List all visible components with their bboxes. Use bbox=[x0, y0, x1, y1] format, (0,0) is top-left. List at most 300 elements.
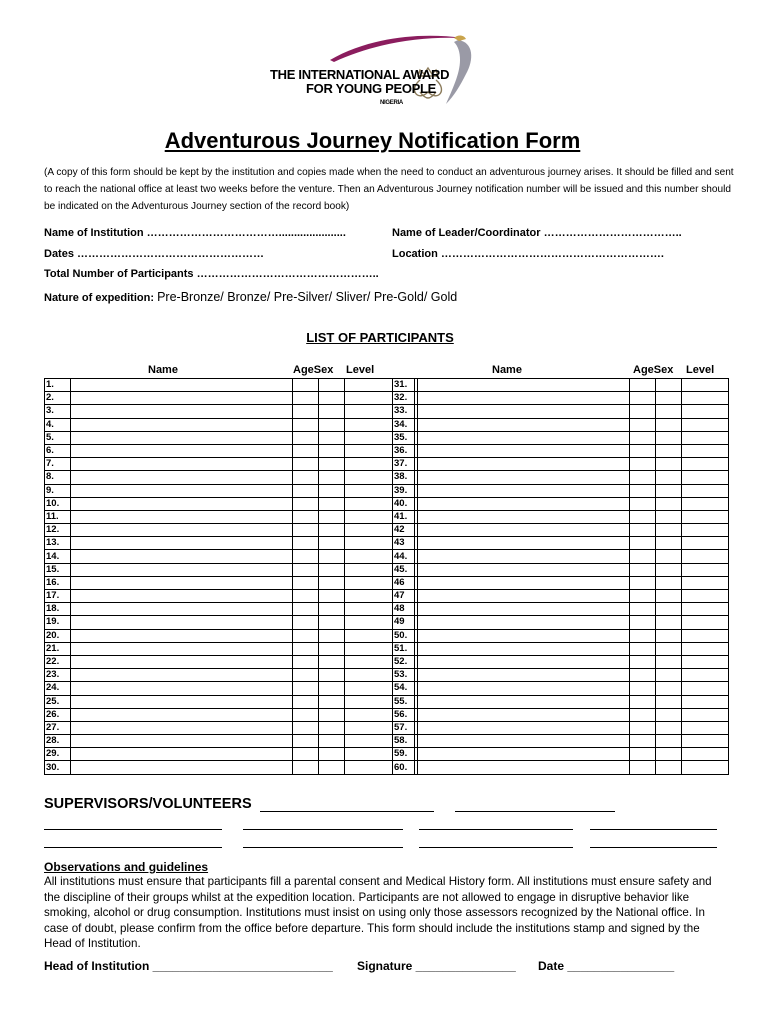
participant-level-cell[interactable] bbox=[682, 379, 729, 392]
participant-row bbox=[393, 484, 729, 497]
participant-age-cell[interactable] bbox=[630, 603, 656, 616]
row-number: 21. bbox=[45, 642, 71, 655]
participant-name-cell[interactable] bbox=[71, 761, 293, 774]
award-logo bbox=[268, 30, 478, 110]
logo-text-line1: THE INTERNATIONAL AWARD bbox=[270, 67, 450, 82]
participant-age-cell[interactable] bbox=[630, 537, 656, 550]
participant-level-cell[interactable] bbox=[682, 748, 729, 761]
participant-sex-cell[interactable] bbox=[656, 616, 682, 629]
participant-sex-cell[interactable] bbox=[319, 563, 345, 576]
participant-sex-cell[interactable] bbox=[319, 669, 345, 682]
row-number: 40. bbox=[393, 497, 415, 510]
participant-level-cell[interactable] bbox=[682, 431, 729, 444]
swoosh-shape bbox=[330, 36, 463, 62]
participant-name-cell[interactable] bbox=[415, 669, 630, 682]
participant-name-cell[interactable] bbox=[71, 616, 293, 629]
row-number: 51. bbox=[393, 642, 415, 655]
participant-level-cell[interactable] bbox=[682, 458, 729, 471]
participant-row bbox=[45, 642, 418, 655]
participant-age-cell[interactable] bbox=[630, 669, 656, 682]
participant-level-cell[interactable] bbox=[682, 484, 729, 497]
participant-age-cell[interactable] bbox=[293, 761, 319, 774]
participant-name-cell[interactable] bbox=[415, 444, 630, 457]
participant-sex-cell[interactable] bbox=[319, 484, 345, 497]
participant-age-cell[interactable] bbox=[293, 721, 319, 734]
participant-age-cell[interactable] bbox=[630, 458, 656, 471]
supervisor-line[interactable] bbox=[419, 829, 573, 830]
nature-label: Nature of expedition: bbox=[44, 292, 155, 304]
participant-sex-cell[interactable] bbox=[319, 682, 345, 695]
participant-age-cell[interactable] bbox=[293, 616, 319, 629]
participant-level-cell[interactable] bbox=[682, 695, 729, 708]
row-number: 55. bbox=[393, 695, 415, 708]
participant-sex-cell[interactable] bbox=[319, 735, 345, 748]
participant-name-cell[interactable] bbox=[415, 484, 630, 497]
participant-age-cell[interactable] bbox=[293, 524, 319, 537]
participant-row bbox=[393, 563, 729, 576]
participant-name-cell[interactable] bbox=[71, 458, 293, 471]
participant-sex-cell[interactable] bbox=[319, 497, 345, 510]
participant-level-cell[interactable] bbox=[682, 471, 729, 484]
participant-name-cell[interactable] bbox=[71, 735, 293, 748]
participant-level-cell[interactable] bbox=[682, 418, 729, 431]
row-number: 27. bbox=[45, 721, 71, 734]
row-number: 10. bbox=[45, 497, 71, 510]
participant-age-cell[interactable] bbox=[630, 629, 656, 642]
row-number: 54. bbox=[393, 682, 415, 695]
row-number: 36. bbox=[393, 444, 415, 457]
participant-row bbox=[45, 590, 418, 603]
participant-name-cell[interactable] bbox=[415, 392, 630, 405]
supervisor-line[interactable] bbox=[590, 847, 717, 848]
participant-name-cell[interactable] bbox=[71, 721, 293, 734]
participant-age-cell[interactable] bbox=[630, 695, 656, 708]
participant-age-cell[interactable] bbox=[630, 761, 656, 774]
participant-name-cell[interactable] bbox=[415, 524, 630, 537]
participant-sex-cell[interactable] bbox=[319, 616, 345, 629]
participant-age-cell[interactable] bbox=[293, 550, 319, 563]
participant-name-cell[interactable] bbox=[71, 682, 293, 695]
participant-name-cell[interactable] bbox=[415, 629, 630, 642]
participant-row bbox=[45, 721, 418, 734]
participant-age-cell[interactable] bbox=[630, 708, 656, 721]
participant-name-cell[interactable] bbox=[71, 484, 293, 497]
participant-level-cell[interactable] bbox=[682, 510, 729, 523]
participant-age-cell[interactable] bbox=[630, 748, 656, 761]
leader-field[interactable]: Name of Leader/Coordinator ……………………………….. bbox=[392, 227, 682, 239]
participant-sex-cell[interactable] bbox=[319, 524, 345, 537]
row-number: 7. bbox=[45, 458, 71, 471]
participant-sex-cell[interactable] bbox=[656, 655, 682, 668]
participant-age-cell[interactable] bbox=[630, 392, 656, 405]
participant-sex-cell[interactable] bbox=[656, 471, 682, 484]
participant-sex-cell[interactable] bbox=[656, 576, 682, 589]
row-number: 6. bbox=[45, 444, 71, 457]
left-name-header: Name bbox=[148, 364, 178, 376]
participant-sex-cell[interactable] bbox=[319, 655, 345, 668]
participant-sex-cell[interactable] bbox=[656, 431, 682, 444]
supervisor-line[interactable] bbox=[243, 829, 403, 830]
participant-sex-cell[interactable] bbox=[319, 444, 345, 457]
participant-age-cell[interactable] bbox=[630, 576, 656, 589]
participant-name-cell[interactable] bbox=[71, 537, 293, 550]
participant-sex-cell[interactable] bbox=[656, 603, 682, 616]
participant-name-cell[interactable] bbox=[71, 510, 293, 523]
participant-age-cell[interactable] bbox=[293, 510, 319, 523]
nature-of-expedition-row bbox=[44, 290, 457, 304]
participant-level-cell[interactable] bbox=[682, 669, 729, 682]
participant-row bbox=[45, 444, 418, 457]
participant-row bbox=[45, 748, 418, 761]
row-number: 16. bbox=[45, 576, 71, 589]
participant-age-cell[interactable] bbox=[293, 405, 319, 418]
participant-name-cell[interactable] bbox=[71, 603, 293, 616]
participant-level-cell[interactable] bbox=[682, 655, 729, 668]
participant-age-cell[interactable] bbox=[630, 524, 656, 537]
participant-name-cell[interactable] bbox=[71, 392, 293, 405]
location-field[interactable]: Location ……………………………………………………. bbox=[392, 248, 664, 260]
supervisor-line[interactable] bbox=[44, 847, 222, 848]
participant-age-cell[interactable] bbox=[630, 405, 656, 418]
participant-row bbox=[393, 537, 729, 550]
participant-name-cell[interactable] bbox=[71, 524, 293, 537]
participant-level-cell[interactable] bbox=[682, 550, 729, 563]
participant-row bbox=[45, 379, 418, 392]
participant-age-cell[interactable] bbox=[293, 695, 319, 708]
participant-level-cell[interactable] bbox=[682, 761, 729, 774]
participant-sex-cell[interactable] bbox=[319, 721, 345, 734]
participant-age-cell[interactable] bbox=[293, 748, 319, 761]
participant-age-cell[interactable] bbox=[293, 735, 319, 748]
participant-name-cell[interactable] bbox=[415, 655, 630, 668]
participant-name-cell[interactable] bbox=[71, 629, 293, 642]
participant-name-cell[interactable] bbox=[71, 669, 293, 682]
participant-sex-cell[interactable] bbox=[656, 392, 682, 405]
participant-sex-cell[interactable] bbox=[319, 748, 345, 761]
participant-sex-cell[interactable] bbox=[319, 510, 345, 523]
participant-sex-cell[interactable] bbox=[319, 550, 345, 563]
participant-level-cell[interactable] bbox=[682, 721, 729, 734]
participant-level-cell[interactable] bbox=[682, 603, 729, 616]
participant-name-cell[interactable] bbox=[415, 576, 630, 589]
participant-row bbox=[393, 497, 729, 510]
supervisor-line[interactable] bbox=[260, 811, 434, 812]
participant-age-cell[interactable] bbox=[293, 379, 319, 392]
row-number: 44. bbox=[393, 550, 415, 563]
participant-age-cell[interactable] bbox=[293, 471, 319, 484]
participant-name-cell[interactable] bbox=[415, 616, 630, 629]
intro-text: (A copy of this form should be kept by the institution and copies made when the need to conduct an adventurous journey arises. It should be filled and sent to reach the national office at least two weeks before the venture. Then an Adventurous Journey notification number will be issued and this number should be indicated on the Adventurous Journey section of the record book) bbox=[44, 167, 734, 212]
participant-row bbox=[45, 603, 418, 616]
participant-age-cell[interactable] bbox=[630, 510, 656, 523]
participant-sex-cell[interactable] bbox=[656, 379, 682, 392]
total-participants-field[interactable]: Total Number of Participants ………………………………………….. bbox=[44, 268, 379, 280]
row-number: 5. bbox=[45, 431, 71, 444]
row-number: 1. bbox=[45, 379, 71, 392]
participant-age-cell[interactable] bbox=[293, 708, 319, 721]
participant-sex-cell[interactable] bbox=[319, 629, 345, 642]
participant-age-cell[interactable] bbox=[293, 418, 319, 431]
participant-sex-cell[interactable] bbox=[319, 431, 345, 444]
participant-name-cell[interactable] bbox=[71, 471, 293, 484]
participant-name-cell[interactable] bbox=[415, 418, 630, 431]
participant-age-cell[interactable] bbox=[630, 444, 656, 457]
participant-age-cell[interactable] bbox=[630, 616, 656, 629]
participant-age-cell[interactable] bbox=[293, 431, 319, 444]
participant-row bbox=[393, 550, 729, 563]
participant-age-cell[interactable] bbox=[293, 497, 319, 510]
participant-age-cell[interactable] bbox=[630, 721, 656, 734]
participant-sex-cell[interactable] bbox=[319, 405, 345, 418]
participant-name-cell[interactable] bbox=[71, 444, 293, 457]
row-number: 30. bbox=[45, 761, 71, 774]
head-of-institution-field[interactable]: Head of Institution ___________________________ bbox=[44, 959, 333, 973]
participant-sex-cell[interactable] bbox=[319, 537, 345, 550]
row-number: 33. bbox=[393, 405, 415, 418]
participant-sex-cell[interactable] bbox=[319, 603, 345, 616]
row-number: 14. bbox=[45, 550, 71, 563]
participant-level-cell[interactable] bbox=[682, 642, 729, 655]
participant-sex-cell[interactable] bbox=[656, 708, 682, 721]
participant-age-cell[interactable] bbox=[293, 642, 319, 655]
participant-sex-cell[interactable] bbox=[656, 721, 682, 734]
participant-age-cell[interactable] bbox=[630, 431, 656, 444]
row-number: 9. bbox=[45, 484, 71, 497]
date-field[interactable]: Date ________________ bbox=[538, 959, 675, 973]
participant-sex-cell[interactable] bbox=[656, 510, 682, 523]
participant-age-cell[interactable] bbox=[293, 655, 319, 668]
participant-sex-cell[interactable] bbox=[656, 735, 682, 748]
participant-age-cell[interactable] bbox=[630, 471, 656, 484]
participant-name-cell[interactable] bbox=[415, 590, 630, 603]
participant-level-cell[interactable] bbox=[682, 735, 729, 748]
supervisor-line[interactable] bbox=[44, 829, 222, 830]
participant-name-cell[interactable] bbox=[71, 590, 293, 603]
participant-name-cell[interactable] bbox=[71, 379, 293, 392]
participant-level-cell[interactable] bbox=[682, 392, 729, 405]
participant-level-cell[interactable] bbox=[682, 524, 729, 537]
participant-name-cell[interactable] bbox=[415, 563, 630, 576]
row-number: 28. bbox=[45, 735, 71, 748]
participant-name-cell[interactable] bbox=[415, 379, 630, 392]
row-number: 49 bbox=[393, 616, 415, 629]
participant-name-cell[interactable] bbox=[415, 735, 630, 748]
participant-name-cell[interactable] bbox=[415, 471, 630, 484]
participant-name-cell[interactable] bbox=[415, 708, 630, 721]
participant-row bbox=[45, 497, 418, 510]
participant-sex-cell[interactable] bbox=[656, 405, 682, 418]
participant-age-cell[interactable] bbox=[293, 484, 319, 497]
participant-age-cell[interactable] bbox=[630, 563, 656, 576]
participant-row bbox=[393, 458, 729, 471]
participant-name-cell[interactable] bbox=[415, 458, 630, 471]
institution-field[interactable]: Name of Institution ………………………………...................... bbox=[44, 227, 346, 239]
participant-name-cell[interactable] bbox=[71, 550, 293, 563]
participant-age-cell[interactable] bbox=[630, 484, 656, 497]
participant-age-cell[interactable] bbox=[293, 590, 319, 603]
participant-name-cell[interactable] bbox=[71, 655, 293, 668]
participant-name-cell[interactable] bbox=[415, 550, 630, 563]
participant-row bbox=[393, 682, 729, 695]
participant-row bbox=[393, 708, 729, 721]
participant-age-cell[interactable] bbox=[630, 655, 656, 668]
participant-name-cell[interactable] bbox=[415, 748, 630, 761]
participant-sex-cell[interactable] bbox=[656, 537, 682, 550]
participant-sex-cell[interactable] bbox=[319, 471, 345, 484]
participant-name-cell[interactable] bbox=[71, 563, 293, 576]
participant-sex-cell[interactable] bbox=[656, 748, 682, 761]
participant-row bbox=[393, 510, 729, 523]
participant-name-cell[interactable] bbox=[71, 431, 293, 444]
participant-sex-cell[interactable] bbox=[656, 497, 682, 510]
participant-name-cell[interactable] bbox=[415, 497, 630, 510]
participant-name-cell[interactable] bbox=[415, 431, 630, 444]
logo-text-line3: NIGERIA bbox=[380, 100, 403, 106]
participant-row bbox=[45, 576, 418, 589]
participant-name-cell[interactable] bbox=[71, 405, 293, 418]
participant-level-cell[interactable] bbox=[682, 576, 729, 589]
participant-row bbox=[45, 629, 418, 642]
participant-level-cell[interactable] bbox=[682, 629, 729, 642]
participant-age-cell[interactable] bbox=[293, 444, 319, 457]
participant-row bbox=[393, 405, 729, 418]
participant-name-cell[interactable] bbox=[415, 642, 630, 655]
supervisor-line[interactable] bbox=[419, 847, 573, 848]
participant-level-cell[interactable] bbox=[682, 405, 729, 418]
row-number: 35. bbox=[393, 431, 415, 444]
row-number: 45. bbox=[393, 563, 415, 576]
participant-row bbox=[393, 444, 729, 457]
form-title: Adventurous Journey Notification Form bbox=[164, 128, 581, 153]
participant-sex-cell[interactable] bbox=[319, 379, 345, 392]
participant-row bbox=[45, 431, 418, 444]
participant-age-cell[interactable] bbox=[630, 642, 656, 655]
participant-name-cell[interactable] bbox=[71, 748, 293, 761]
participant-sex-cell[interactable] bbox=[656, 418, 682, 431]
participant-row bbox=[393, 748, 729, 761]
supervisor-line[interactable] bbox=[455, 811, 615, 812]
participant-name-cell[interactable] bbox=[415, 682, 630, 695]
participant-name-cell[interactable] bbox=[415, 721, 630, 734]
participant-sex-cell[interactable] bbox=[656, 590, 682, 603]
participant-sex-cell[interactable] bbox=[319, 761, 345, 774]
row-number: 43 bbox=[393, 537, 415, 550]
participant-sex-cell[interactable] bbox=[319, 418, 345, 431]
participant-age-cell[interactable] bbox=[293, 537, 319, 550]
participant-name-cell[interactable] bbox=[71, 642, 293, 655]
participant-row bbox=[393, 590, 729, 603]
participant-level-cell[interactable] bbox=[682, 682, 729, 695]
participant-name-cell[interactable] bbox=[71, 418, 293, 431]
participant-age-cell[interactable] bbox=[293, 392, 319, 405]
signature-field[interactable]: Signature _______________ bbox=[357, 959, 516, 973]
participant-name-cell[interactable] bbox=[415, 695, 630, 708]
participant-row bbox=[393, 761, 729, 774]
participant-row bbox=[45, 537, 418, 550]
participant-row bbox=[393, 735, 729, 748]
participant-sex-cell[interactable] bbox=[656, 550, 682, 563]
participant-name-cell[interactable] bbox=[71, 497, 293, 510]
dates-field[interactable]: Dates …………………………………………… bbox=[44, 248, 265, 260]
participant-sex-cell[interactable] bbox=[656, 524, 682, 537]
participant-sex-cell[interactable] bbox=[656, 642, 682, 655]
row-number: 47 bbox=[393, 590, 415, 603]
participant-sex-cell[interactable] bbox=[319, 695, 345, 708]
participant-sex-cell[interactable] bbox=[319, 590, 345, 603]
participant-name-cell[interactable] bbox=[415, 603, 630, 616]
beak-shape bbox=[454, 35, 466, 41]
participant-name-cell[interactable] bbox=[415, 761, 630, 774]
participant-age-cell[interactable] bbox=[630, 418, 656, 431]
row-number: 34. bbox=[393, 418, 415, 431]
participant-name-cell[interactable] bbox=[71, 708, 293, 721]
participant-sex-cell[interactable] bbox=[656, 458, 682, 471]
participant-level-cell[interactable] bbox=[682, 616, 729, 629]
participant-age-cell[interactable] bbox=[293, 629, 319, 642]
participant-sex-cell[interactable] bbox=[656, 563, 682, 576]
participant-level-cell[interactable] bbox=[682, 444, 729, 457]
participant-sex-cell[interactable] bbox=[656, 761, 682, 774]
participant-age-cell[interactable] bbox=[630, 590, 656, 603]
participant-row bbox=[393, 524, 729, 537]
participant-age-cell[interactable] bbox=[293, 603, 319, 616]
participant-sex-cell[interactable] bbox=[656, 629, 682, 642]
participant-row bbox=[393, 392, 729, 405]
participant-sex-cell[interactable] bbox=[319, 458, 345, 471]
row-number: 3. bbox=[45, 405, 71, 418]
participant-age-cell[interactable] bbox=[630, 550, 656, 563]
participant-sex-cell[interactable] bbox=[656, 695, 682, 708]
participant-sex-cell[interactable] bbox=[656, 669, 682, 682]
list-title: LIST OF PARTICIPANTS bbox=[306, 330, 454, 345]
participant-age-cell[interactable] bbox=[293, 669, 319, 682]
participant-age-cell[interactable] bbox=[293, 682, 319, 695]
participant-age-cell[interactable] bbox=[630, 682, 656, 695]
participant-level-cell[interactable] bbox=[682, 497, 729, 510]
participant-sex-cell[interactable] bbox=[319, 576, 345, 589]
participant-sex-cell[interactable] bbox=[656, 484, 682, 497]
participant-name-cell[interactable] bbox=[71, 695, 293, 708]
participant-age-cell[interactable] bbox=[293, 576, 319, 589]
participant-age-cell[interactable] bbox=[630, 735, 656, 748]
participant-level-cell[interactable] bbox=[682, 537, 729, 550]
participant-age-cell[interactable] bbox=[630, 379, 656, 392]
participant-level-cell[interactable] bbox=[682, 590, 729, 603]
participant-row bbox=[393, 655, 729, 668]
participant-age-cell[interactable] bbox=[293, 458, 319, 471]
participant-sex-cell[interactable] bbox=[319, 392, 345, 405]
row-number: 23. bbox=[45, 669, 71, 682]
supervisor-line[interactable] bbox=[590, 829, 717, 830]
participant-level-cell[interactable] bbox=[682, 563, 729, 576]
participant-age-cell[interactable] bbox=[630, 497, 656, 510]
participant-age-cell[interactable] bbox=[293, 563, 319, 576]
participant-sex-cell[interactable] bbox=[319, 708, 345, 721]
participant-sex-cell[interactable] bbox=[656, 682, 682, 695]
participant-sex-cell[interactable] bbox=[656, 444, 682, 457]
participant-name-cell[interactable] bbox=[415, 510, 630, 523]
participant-name-cell[interactable] bbox=[415, 405, 630, 418]
supervisor-line[interactable] bbox=[243, 847, 403, 848]
participants-table-left bbox=[44, 378, 418, 775]
row-number: 26. bbox=[45, 708, 71, 721]
participant-sex-cell[interactable] bbox=[319, 642, 345, 655]
participant-name-cell[interactable] bbox=[71, 576, 293, 589]
participant-level-cell[interactable] bbox=[682, 708, 729, 721]
participant-row bbox=[393, 471, 729, 484]
participant-name-cell[interactable] bbox=[415, 537, 630, 550]
participant-row bbox=[45, 484, 418, 497]
